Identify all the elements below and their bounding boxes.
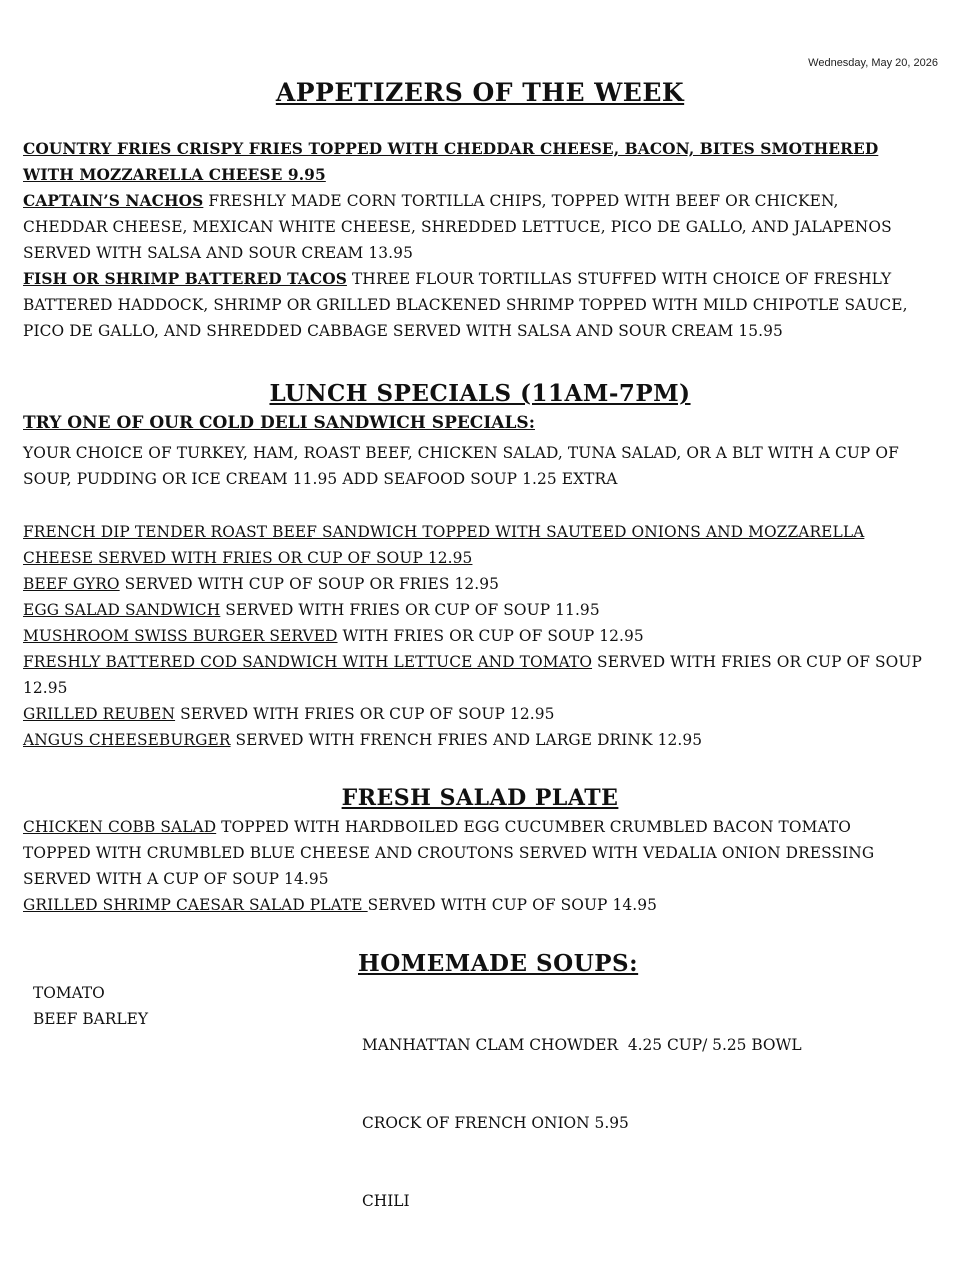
print-date: Wednesday, May 20, 2026 <box>808 57 938 69</box>
lunch-item <box>23 623 923 649</box>
lunch-item-desc: SERVED WITH FRIES OR CUP OF SOUP 11.95 <box>220 601 600 619</box>
salad-heading: FRESH SALAD PLATE <box>341 785 619 811</box>
appetizer-item-desc: FRESHLY MADE CORN TORTILLA CHIPS, TOPPED WITH BEEF OR CHICKEN, CHEDDAR CHEESE, MEXICAN WHITE CHEESE, SHREDDED LETTUCE, PICO DE GALLO, AND JALAPENOS SERVED WITH SALSA AND SOUR CREAM 13.95 <box>23 192 892 262</box>
salad-item-name: CHICKEN COBB SALAD <box>23 818 217 836</box>
lunch-item-desc: SERVED WITH FRENCH FRIES AND LARGE DRINK 12.95 <box>230 731 703 749</box>
appetizer-item-name: FISH OR SHRIMP BATTERED TACOS <box>23 270 347 288</box>
soups-right-column <box>362 980 802 1266</box>
deli-description: YOUR CHOICE OF TURKEY, HAM, ROAST BEEF, CHICKEN SALAD, TUNA SALAD, OR A BLT WITH A CUP OF SOUP, PUDDING OR ICE CREAM 11.95 ADD SEAFOOD SOUP 1.25 EXTRA <box>23 444 899 488</box>
salad-item-name: GRILLED SHRIMP CAESAR SALAD PLATE <box>23 896 368 914</box>
appetizers-list <box>23 136 923 344</box>
lunch-item-desc: SERVED WITH CUP OF SOUP OR FRIES 12.95 <box>119 575 500 593</box>
appetizer-item-country-fries <box>23 136 923 188</box>
lunch-item <box>23 519 923 571</box>
lunch-item-desc: WITH FRIES OR CUP OF SOUP 12.95 <box>337 627 644 645</box>
appetizer-item-name: CAPTAIN’S NACHOS <box>23 192 204 210</box>
lunch-item-name: FRESHLY BATTERED COD SANDWICH WITH LETTUCE AND TOMATO <box>23 653 593 671</box>
soups-heading: HOMEMADE SOUPS: <box>358 950 639 977</box>
lunch-item-name: GRILLED REUBEN <box>23 705 176 723</box>
soup-item: CROCK OF FRENCH ONION 5.95 <box>362 1114 629 1132</box>
lunch-items-list <box>23 519 923 753</box>
appetizer-item-desc: COUNTRY FRIES CRISPY FRIES TOPPED WITH CHEDDAR CHEESE, BACON, BITES SMOTHERED WITH MOZZARELLA CHEESE 9.95 <box>23 140 879 184</box>
soups-left-column <box>33 980 148 1032</box>
salad-item <box>23 892 923 918</box>
salad-item <box>23 814 923 892</box>
appetizer-item-tacos <box>23 266 923 344</box>
soup-item: TOMATO <box>33 984 105 1002</box>
lunch-item <box>23 597 923 623</box>
soup-item: CHILI <box>362 1192 410 1210</box>
appetizers-heading: APPETIZERS OF THE WEEK <box>275 78 685 107</box>
salad-list <box>23 814 923 918</box>
lunch-item-desc: SERVED WITH FRIES OR CUP OF SOUP 12.95 <box>175 705 555 723</box>
lunch-item-name: BEEF GYRO <box>23 575 120 593</box>
lunch-item-name: FRENCH DIP TENDER ROAST BEEF SANDWICH TOPPED WITH SAUTEED ONIONS AND MOZZARELLA CHEESE SERVED WITH FRIES OR CUP OF SOUP 12.95 <box>23 523 865 567</box>
lunch-item <box>23 701 923 727</box>
lunch-item <box>23 649 923 701</box>
lunch-item-name: MUSHROOM SWISS BURGER SERVED <box>23 627 338 645</box>
appetizer-item-nachos <box>23 188 923 266</box>
lunch-specials-heading: LUNCH SPECIALS (11AM-7PM) <box>269 380 691 407</box>
lunch-item-desc: SERVED WITH FRIES OR CUP OF SOUP 12.95 <box>23 653 922 697</box>
deli-subheading: TRY ONE OF OUR COLD DELI SANDWICH SPECIALS: <box>23 413 535 433</box>
appetizer-item-desc: THREE FLOUR TORTILLAS STUFFED WITH CHOICE OF FRESHLY BATTERED HADDOCK, SHRIMP OR GRILLED BLACKENED SHRIMP TOPPED WITH MILD CHIPOTLE SAUCE, PICO DE GALLO, AND SHREDDED CABBAGE SERVED WITH SALSA AND SOUR CREAM 15.95 <box>23 270 908 340</box>
lunch-item <box>23 727 923 753</box>
salad-item-desc: TOPPED WITH HARDBOILED EGG CUCUMBER CRUMBLED BACON TOMATO TOPPED WITH CRUMBLED BLUE CHEESE AND CROUTONS SERVED WITH VEDALIA ONION DRESSING SERVED WITH A CUP OF SOUP 14.95 <box>23 818 875 888</box>
lunch-item-name: EGG SALAD SANDWICH <box>23 601 221 619</box>
lunch-item-name: ANGUS CHEESEBURGER <box>23 731 231 749</box>
salad-item-desc: SERVED WITH CUP OF SOUP 14.95 <box>367 896 658 914</box>
soup-item: BEEF BARLEY <box>33 1010 148 1028</box>
soup-item: MANHATTAN CLAM CHOWDER 4.25 CUP/ 5.25 BOWL <box>362 1036 802 1054</box>
lunch-item <box>23 571 923 597</box>
